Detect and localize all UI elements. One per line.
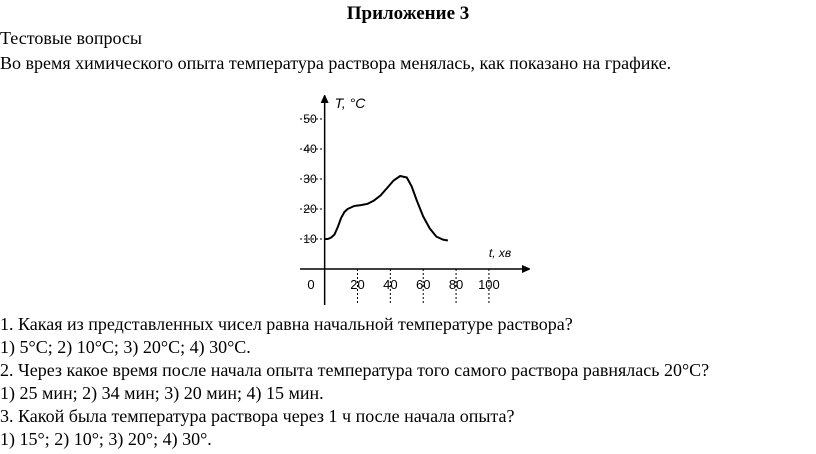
question-2-options: 1) 25 мин; 2) 34 мин; 3) 20 мин; 4) 15 мин. <box>0 383 324 403</box>
question-1-options: 1) 5°C; 2) 10°C; 3) 20°C; 4) 30°C. <box>0 337 251 357</box>
origin-label: 0 <box>307 277 315 292</box>
intro-text: Во время химического опыта температура раствора менялась, как показано на графике. <box>0 53 672 73</box>
question-3-options: 1) 15°; 2) 10°; 3) 20°; 4) 30°. <box>0 429 212 449</box>
y-tick-label-50: 50 <box>303 112 317 126</box>
section-subtitle: Тестовые вопросы <box>0 28 142 48</box>
y-axis-arrow <box>321 95 329 103</box>
series-line-temperature <box>325 176 448 241</box>
question-2: 2. Через какое время после начала опыта температура того самого раствора равнялась 20°C? <box>0 360 710 380</box>
x-tick-label-60: 60 <box>415 277 431 292</box>
x-axis-arrow <box>522 265 530 273</box>
x-tick-label-100: 100 <box>478 277 500 292</box>
question-1: 1. Какая из представленных чисел равна начальной температуре раствора? <box>0 314 573 334</box>
question-3: 3. Какой была температура раствора через 1 ч после начала опыта? <box>0 406 515 426</box>
y-tick-label-10: 10 <box>303 232 317 246</box>
y-tick-label-40: 40 <box>303 142 317 156</box>
x-tick-label-20: 20 <box>350 277 365 292</box>
y-axis-label: T, °C <box>334 95 366 111</box>
y-tick-label-20: 20 <box>303 202 317 216</box>
appendix-heading: Приложение 3 <box>346 3 470 24</box>
x-tick-label-80: 80 <box>448 277 464 292</box>
temperature-chart <box>300 95 530 305</box>
x-axis-label: t, хв <box>488 246 512 260</box>
y-tick-label-30: 30 <box>303 172 317 186</box>
x-tick-label-40: 40 <box>383 277 398 292</box>
